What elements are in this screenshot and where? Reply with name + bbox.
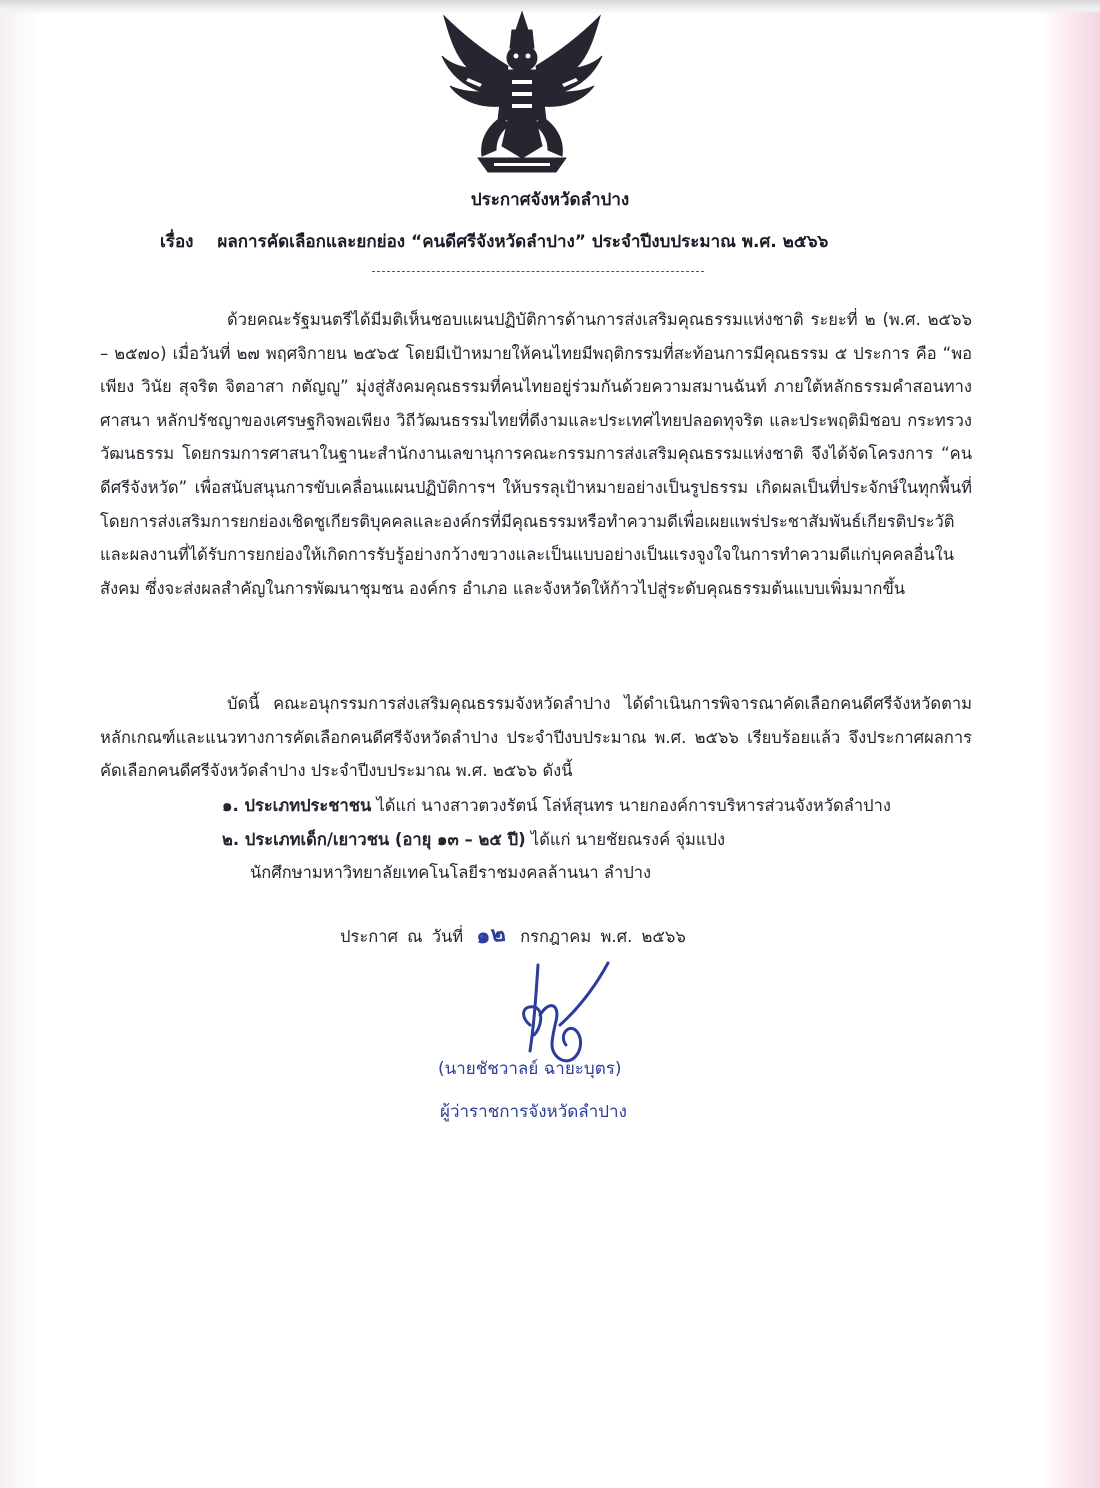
document-title: ประกาศจังหวัดลำปาง (470, 190, 630, 210)
signer-name: (นายชัชวาลย์ ฉายะบุตร) (438, 1059, 622, 1079)
award-item-label: ๑. ประเภทประชาชน (222, 796, 372, 815)
award-item-text: ได้แก่ นายชัยณรงค์ จุ่มแปง (525, 830, 726, 849)
award-item-citizen (222, 793, 891, 819)
announcement-date (340, 917, 686, 952)
dashed-divider (372, 271, 704, 272)
subject-line (160, 228, 1060, 255)
date-prefix: ประกาศ ณ วันที่ (340, 927, 464, 946)
garuda-emblem-icon (438, 8, 606, 178)
body-paragraph-2: บัดนี้ คณะอนุกรรมการส่งเสริมคุณธรรมจังหวัดลำปาง ได้ดำเนินการพิจารณาคัดเลือกคนดีศรีจังหวัดตามหลักเกณฑ์และแนวทางการคัดเลือกคนดีศรีจังหวัดลำปาง ประจำปีงบประมาณ พ.ศ. ๒๕๖๖ เรียบร้อยแล้ว จึงประกาศผลการคัดเลือกคนดีศรีจังหวัดลำปาง ประจำปีงบประมาณ พ.ศ. ๒๕๖๖ ดังนี้ (100, 694, 972, 781)
subject-label: เรื่อง (160, 232, 194, 252)
subject-text: ผลการคัดเลือกและยกย่อง “คนดีศรีจังหวัดลำปาง” ประจำปีงบประมาณ พ.ศ. ๒๕๖๖ (217, 232, 829, 252)
body-paragraph-1: ด้วยคณะรัฐมนตรีได้มีมติเห็นชอบแผนปฏิบัติการด้านการส่งเสริมคุณธรรมแห่งชาติ ระยะที่ ๒ (พ.ศ. ๒๕๖๖ – ๒๕๗๐) เมื่อวันที่ ๒๗ พฤศจิกายน ๒๕๖๕ โดยมีเป้าหมายให้คนไทยมีพฤติกรรมที่สะท้อนการมีคุณธรรม ๕ ประการ คือ “พอเพียง วินัย สุจริต จิตอาสา กตัญญู” มุ่งสู่สังคมคุณธรรมที่คนไทยอยู่ร่วมกันด้วยความสมานฉันท์ ภายใต้หลักธรรมคำสอนทางศาสนา หลักปรัชญาของเศรษฐกิจพอเพียง วิถีวัฒนธรรมไทยที่ดีงามและประเทศไทยปลอดทุจริต และประพฤติมิชอบ กระทรวงวัฒนธรรม โดยกรมการศาสนาในฐานะสำนักงานเลขานุการคณะกรรมการส่งเสริมคุณธรรมแห่งชาติ จึงได้จัดโครงการ “คนดีศรีจังหวัด” เพื่อสนับสนุนการขับเคลื่อนแผนปฏิบัติการฯ ให้บรรลุเป้าหมายอย่างเป็นรูปธรรม เกิดผลเป็นที่ประจักษ์ในทุกพื้นที่ โดยการส่งเสริมการยกย่องเชิดชูเกียรติบุคคลและองค์กรที่มีคุณธรรมหรือทำความดีเพื่อเผยแพร่ประชาสัมพันธ์เกียรติประวัติและผลงานที่ได้รับการยกย่องให้เกิดการรับรู้อย่างกว้างขวางและเป็นแบบอย่างเป็นแรงจูงใจในการทำความดีแก่บุคคลอื่นในสังคม ซึ่งจะส่งผลสำคัญในการพัฒนาชุมชน องค์กร อำเภอ และจังหวัดให้ก้าวไปสู่ระดับคุณธรรมต้นแบบเพิ่มมากขึ้น (100, 310, 972, 598)
award-item-youth-continuation: นักศึกษามหาวิทยาลัยเทคโนโลยีราชมงคลล้านนา ลำปาง (250, 863, 652, 882)
award-item-label: ๒. ประเภทเด็ก/เยาวชน (อายุ ๑๓ – ๒๕ ปี) (222, 830, 526, 849)
date-suffix: กรกฎาคม พ.ศ. ๒๕๖๖ (520, 927, 686, 946)
handwritten-day: ๑๒ (475, 920, 509, 950)
award-item-text: ได้แก่ นางสาวตวงรัตน์ โล่ห์สุนทร นายกองค์การบริหารส่วนจังหวัดลำปาง (371, 796, 891, 815)
award-item-youth (222, 827, 725, 853)
signer-position: ผู้ว่าราชการจังหวัดลำปาง (440, 1102, 627, 1122)
